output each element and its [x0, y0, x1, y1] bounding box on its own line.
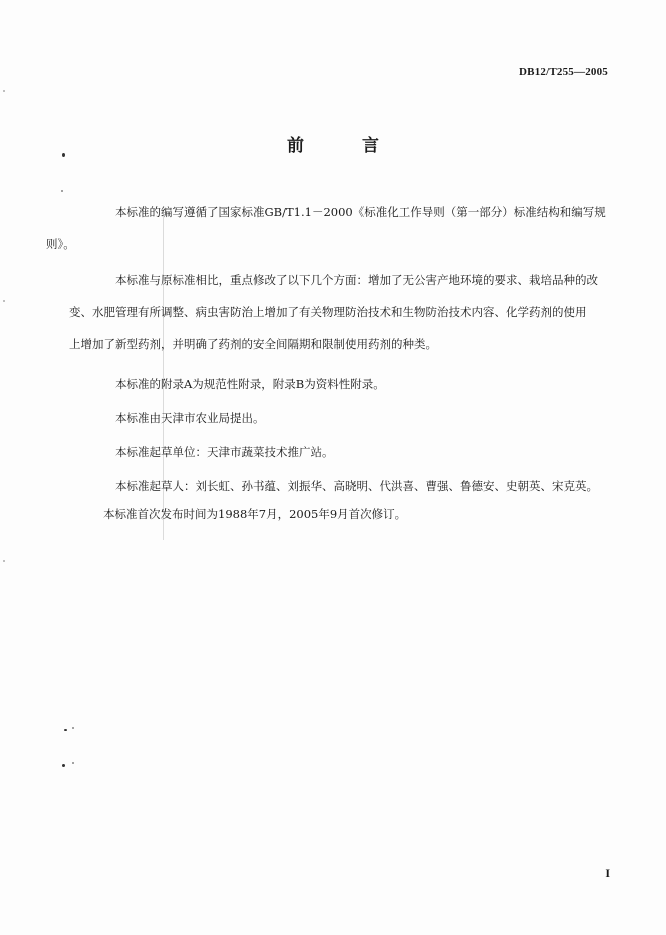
scan-speck [72, 727, 74, 729]
paragraph-drafting-unit [92, 436, 607, 468]
paragraph-line-2 [46, 228, 607, 260]
paragraph-appendix [92, 368, 607, 400]
page-title: 前 言 [287, 136, 405, 156]
scan-speck [61, 190, 63, 192]
scan-speck [72, 762, 74, 764]
paragraph-line-5-text: 上增加了新型药剂，并明确了药剂的安全间隔期和限制使用药剂的种类。 [69, 337, 437, 351]
page-number: I [605, 866, 610, 880]
paragraph-line-2-text: 则》。 [46, 237, 75, 251]
paragraph-changes [69, 264, 607, 360]
scan-speck [62, 153, 65, 157]
scan-speck [3, 90, 5, 92]
paragraph-line-4 [69, 296, 607, 328]
scan-speck [62, 764, 65, 767]
paragraph-compliance [46, 196, 607, 260]
paragraph-proposer [92, 402, 607, 434]
paragraph-publication [92, 500, 607, 528]
paragraph-line-10: 本标准首次发布时间为1988年7月，2005年9月首次修订。 [103, 507, 407, 521]
paragraph-line-7: 本标准由天津市农业局提出。 [115, 411, 265, 425]
paragraph-line-6: 本标准的附录A为规范性附录，附录B为资料性附录。 [115, 377, 385, 391]
paragraph-line-1: 本标准的编写遵循了国家标准GB/T1.1－2000《标准化工作导则（第一部分）标准结构和编写规 [115, 205, 606, 219]
scan-speck [3, 300, 5, 302]
scan-speck [3, 560, 5, 562]
paragraph-line-8: 本标准起草单位：天津市蔬菜技术推广站。 [115, 445, 334, 459]
paragraph-line-3: 本标准与原标准相比，重点修改了以下几个方面：增加了无公害产地环境的要求、栽培品种的改 [115, 273, 598, 287]
standard-code: DB12/T255—2005 [519, 66, 608, 78]
paragraph-drafters [92, 470, 607, 502]
scan-speck [64, 729, 67, 731]
paragraph-line-9: 本标准起草人：刘长虹、孙书蕴、刘振华、高晓明、代洪喜、曹强、鲁德安、史朝英、宋克英。 [115, 479, 598, 493]
paragraph-line-5 [69, 328, 607, 360]
paragraph-line-4-text: 变、水肥管理有所调整、病虫害防治上增加了有关物理防治技术和生物防治技术内容、化学药剂的使用 [69, 305, 587, 319]
